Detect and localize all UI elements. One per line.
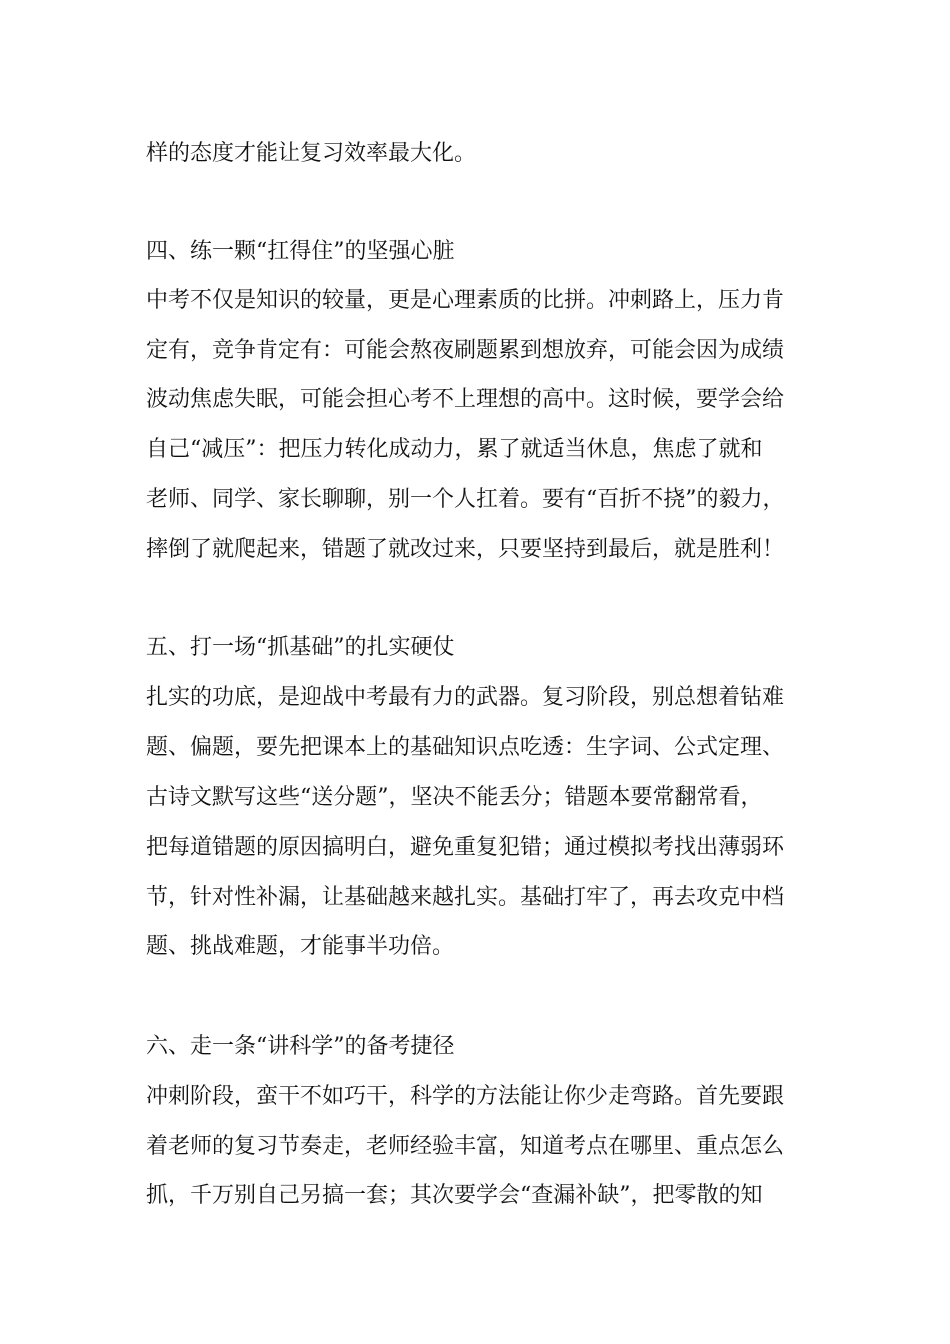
paragraph-line: 样的态度才能让复习效率最大化。	[146, 141, 477, 166]
paragraph-line: 题、偏题，要先把课本上的基础知识点吃透：生字词、公式定理、	[146, 735, 785, 760]
paragraph-line: 着老师的复习节奏走，老师经验丰富，知道考点在哪里、重点怎么	[146, 1134, 785, 1159]
paragraph-line: 波动焦虑失眠，可能会担心考不上理想的高中。这时候，要学会给	[146, 387, 785, 412]
paragraph-line: 摔倒了就爬起来，错题了就改过来，只要坚持到最后，就是胜利！	[146, 537, 785, 562]
paragraph-line: 把每道错题的原因搞明白，避免重复犯错；通过模拟考找出薄弱环	[146, 835, 785, 860]
paragraph-line: 老师、同学、家长聊聊，别一个人扛着。要有“百折不挠”的毅力，	[146, 487, 785, 512]
paragraph-line: 古诗文默写这些“送分题”，坚决不能丢分；错题本要常翻常看，	[146, 785, 763, 810]
section-heading: 六、走一条“讲科学”的备考捷径	[146, 1034, 455, 1059]
paragraph-line: 定有，竞争肯定有：可能会熬夜刷题累到想放弃，可能会因为成绩	[146, 338, 785, 363]
paragraph-line: 自己“减压”：把压力转化成动力，累了就适当休息，焦虑了就和	[146, 437, 763, 462]
paragraph-line: 抓，千万别自己另搞一套；其次要学会“查漏补缺”，把零散的知	[146, 1183, 763, 1208]
paragraph-line: 节，针对性补漏，让基础越来越扎实。基础打牢了，再去攻克中档	[146, 885, 785, 910]
paragraph-line: 题、挑战难题，才能事半功倍。	[146, 934, 455, 959]
paragraph-line: 中考不仅是知识的较量，更是心理素质的比拼。冲刺路上，压力肯	[146, 288, 785, 313]
paragraph-line: 扎实的功底，是迎战中考最有力的武器。复习阶段，别总想着钻难	[146, 685, 785, 710]
section-heading: 五、打一场“抓基础”的扎实硬仗	[146, 635, 455, 660]
section-heading: 四、练一颗“扛得住”的坚强心脏	[146, 239, 455, 264]
paragraph-line: 冲刺阶段，蛮干不如巧干，科学的方法能让你少走弯路。首先要跟	[146, 1084, 785, 1109]
